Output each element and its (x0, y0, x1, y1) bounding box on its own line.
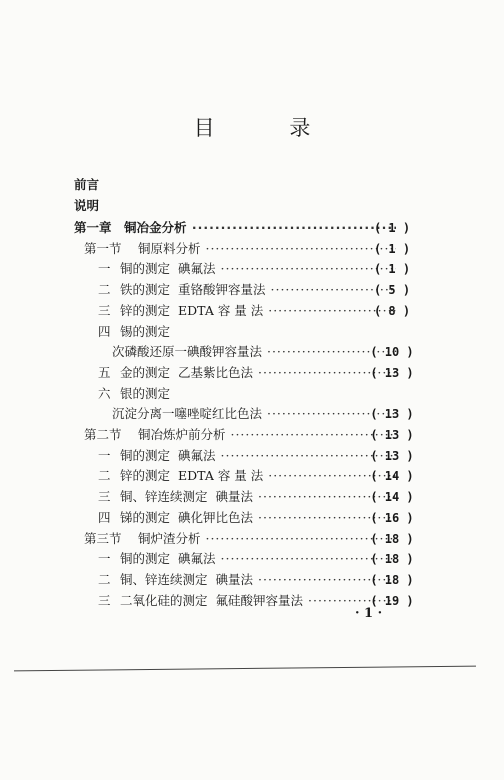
toc-entry-page: ( 18 ) (370, 552, 414, 567)
toc-entry-number: 第一节 (84, 240, 122, 256)
toc-entry-s2-4 (0, 508, 504, 528)
toc-entry-s3-1 (0, 549, 504, 569)
toc-entry-method: 乙基紫比色法 (178, 364, 254, 380)
toc-entry-text: 金的测定 (120, 364, 171, 380)
toc-entry-label (98, 591, 396, 611)
toc-entry-label (84, 529, 396, 549)
toc-entry-s1-6 (0, 384, 504, 404)
toc-entry-page: ( 1 ) (373, 221, 411, 235)
toc-entry-text: 次磷酸还原一碘酸钾容量法 (112, 344, 263, 360)
toc-entry-s1-4b (0, 342, 504, 362)
toc-entry-method: 碘氟法 (178, 551, 216, 567)
toc-entry-s2-1 (0, 446, 504, 466)
toc-entry-text: 铜、锌连续测定 (120, 571, 208, 587)
toc-entry-label (98, 446, 396, 466)
toc-entry-number: 第三节 (84, 530, 122, 546)
toc-entry-number: 一 (98, 261, 111, 277)
toc-entry-label (98, 466, 396, 486)
toc-entry-s1 (0, 239, 504, 259)
toc-entry-number: 三 (98, 489, 111, 505)
toc-entry-label (98, 363, 396, 383)
toc-entry-s2-2 (0, 466, 504, 486)
toc-entry-number: 三 (98, 302, 111, 318)
toc-entry-text: 锡的测定 (120, 323, 171, 339)
toc-entry-method: 碘量法 (215, 489, 254, 505)
toc-entry-ch1 (0, 218, 504, 238)
toc-entry-method: 碘化钾比色法 (178, 509, 254, 525)
toc-entry-page: ( 1 ) (373, 262, 411, 277)
toc-entry-s1-5 (0, 363, 504, 383)
toc-entry-number: 六 (98, 385, 111, 401)
toc-entry-number: 第二节 (84, 427, 122, 442)
toc-entry-label (84, 425, 396, 445)
toc-entry-label (98, 508, 396, 528)
toc-entry-page: ( 16 ) (370, 510, 414, 525)
toc-entry-page: ( 8 ) (373, 303, 411, 318)
toc-entry-method: EDTA 容 量 法 (178, 468, 264, 484)
toc-entry-text: 铜、锌连续测定 (120, 489, 208, 505)
explanation-entry: 说明 (74, 198, 100, 213)
toc-entry-text: 铜的测定 (120, 551, 171, 567)
page-number: · 1 · (355, 606, 383, 621)
toc-entry-method: 碘量法 (215, 571, 254, 587)
toc-entry-label (98, 259, 396, 279)
toc-entry-s3-2 (0, 570, 504, 590)
toc-entry-s3-3 (0, 591, 504, 611)
toc-entry-s1-4 (0, 322, 504, 342)
preface-entry: 前言 (74, 177, 100, 192)
toc-entry-text: 铜炉渣分析 (138, 530, 201, 546)
toc-entry-label (98, 384, 396, 404)
toc-entry-label (98, 322, 396, 342)
toc-entry-text: 铜的测定 (120, 447, 171, 463)
toc-entry-method: 碘氟法 (178, 447, 216, 463)
toc-entry-text: 锌的测定 (120, 468, 171, 484)
toc-entry-page: ( 18 ) (370, 572, 414, 587)
page-title: 目 录 (193, 116, 345, 140)
toc-entry-label (98, 549, 396, 569)
toc-entry-s1-1 (0, 259, 504, 279)
toc-entry-label (98, 570, 396, 590)
toc-entry-page: ( 14 ) (370, 469, 414, 484)
toc-entry-s1-3 (0, 301, 504, 321)
toc-entry-page: ( 5 ) (373, 283, 411, 298)
toc-entry-label (74, 218, 396, 238)
toc-entry-text: 铁的测定 (120, 282, 171, 298)
toc-entry-page: ( 13 ) (370, 365, 414, 380)
toc-entry-s1-2 (0, 280, 504, 300)
toc-entry-label (112, 342, 396, 362)
toc-entry-label (112, 404, 396, 424)
toc-entry-label (98, 280, 396, 300)
toc-entry-page: ( 18 ) (370, 531, 414, 546)
toc-entry-label (98, 487, 396, 507)
bottom-rule (14, 666, 476, 672)
toc-entry-number: 第一章 (74, 220, 112, 235)
toc-entry-number: 五 (98, 364, 111, 380)
toc-entry-text: 铜原料分析 (138, 240, 201, 256)
toc-entry-s1-6b (0, 404, 504, 424)
toc-entry-s2-3 (0, 487, 504, 507)
toc-entry-page: ( 10 ) (370, 345, 414, 360)
toc-entry-method: EDTA 容 量 法 (178, 302, 264, 318)
toc-entry-number: 一 (98, 447, 111, 463)
toc-entry-number: 二 (98, 468, 111, 484)
toc-entry-text: 锑的测定 (120, 509, 171, 525)
toc-entry-number: 一 (98, 551, 111, 567)
toc-entry-page: ( 1 ) (373, 241, 411, 256)
toc-entry-text: 铜冶炼炉前分析 (138, 427, 226, 442)
toc-entry-s2 (0, 425, 504, 445)
toc-entry-s3 (0, 529, 504, 549)
toc-entry-label (84, 239, 396, 259)
toc-entry-page: ( 13 ) (370, 448, 414, 463)
toc-entry-number: 三 (98, 592, 111, 608)
toc-entry-text: 二氧化硅的测定 (120, 592, 208, 608)
toc-entry-page: ( 19 ) (370, 593, 414, 608)
toc-entry-text: 铜的测定 (120, 261, 171, 277)
toc-entry-page: ( 14 ) (370, 490, 414, 505)
toc-entry-page: ( 13 ) (370, 407, 414, 422)
toc-entry-text: 锌的测定 (120, 302, 171, 318)
toc-entry-label (98, 301, 396, 321)
toc-entry-page: ( 13 ) (370, 428, 414, 442)
toc-entry-method: 碘氟法 (178, 261, 216, 277)
toc-entry-method: 氟硅酸钾容量法 (215, 592, 304, 608)
toc-entry-method: 重铬酸钾容量法 (178, 282, 266, 298)
toc-entry-number: 四 (98, 323, 111, 339)
toc-entry-text: 沉淀分离一噻唑啶红比色法 (112, 406, 263, 422)
toc-entry-text: 铜冶金分析 (124, 220, 187, 235)
toc-entry-number: 二 (98, 571, 111, 587)
toc-entry-text: 银的测定 (120, 385, 171, 401)
toc-entry-number: 四 (98, 509, 111, 525)
toc-entry-number: 二 (98, 282, 111, 298)
